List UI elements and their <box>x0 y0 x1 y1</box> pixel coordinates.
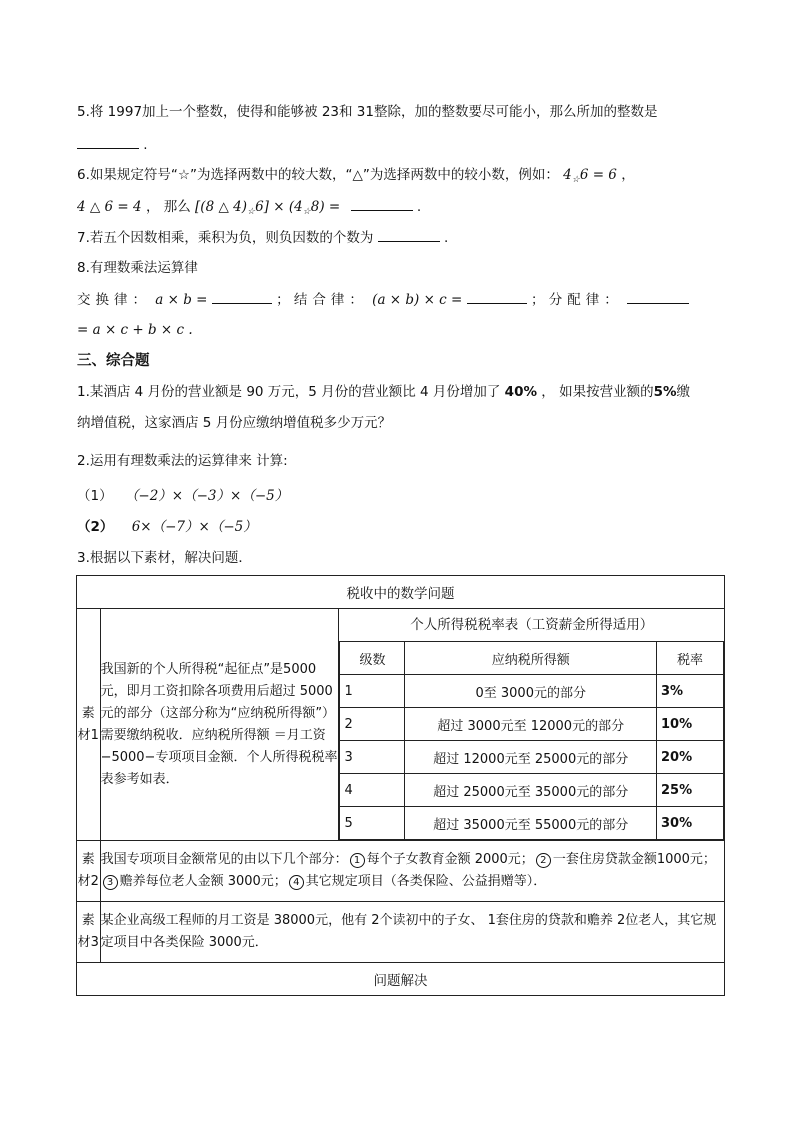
problem-1-line1: 1.某酒店 4 月份的营业额是 90 万元，5 月份的营业额比 4 月份增加了 40% ， 如果按营业额的5%缴 <box>77 384 691 400</box>
material-1-text: 我国新的个人所得税“起征点”是5000元，即月工资扣除各项费用后超过 5000元的部分（这部分称为“应纳税所得额”）需要缴纳税收．应纳税所得额 ＝月工资 −5000−专项项目金额．个人所得税税率表参考如表． <box>100 609 339 841</box>
tax-rate-cell <box>339 609 725 841</box>
question-6-line1: 6.如果规定符号“☆”为选择两数中的较大数，“△”为选择两数中的较小数，例如： $4_☆6 = 6$ ， <box>77 167 635 185</box>
table-header: 税收中的数学问题 <box>77 576 725 609</box>
material-1-label: 素材1 <box>77 609 101 841</box>
table-row: 5 超过 35000元至 55000元的部分 30% <box>340 807 724 840</box>
section-heading: 三、综合题 <box>77 353 150 369</box>
circled-number-1: 1 <box>350 853 365 868</box>
table-row: 4 超过 25000元至 35000元的部分 25% <box>340 774 724 807</box>
answer-blank[interactable] <box>212 289 272 304</box>
problem-2-item-2: （2） 6×（−7）×（−5） <box>77 519 257 535</box>
table-row: 3 超过 12000元至 25000元的部分 20% <box>340 741 724 774</box>
circled-number-2: 2 <box>536 853 551 868</box>
answer-blank[interactable] <box>351 196 413 211</box>
answer-blank[interactable] <box>77 134 139 149</box>
answer-blank[interactable] <box>627 289 689 304</box>
question-6-expression: [(8 △ $4)_☆6] \times (4_☆8)$ = <box>195 199 341 217</box>
tax-materials-table <box>76 575 725 996</box>
question-5-text: 5.将 1997加上一个整数，使得和能够被 23和 31整除，加的整数要尽可能小，那么所加的整数是 <box>77 104 658 120</box>
question-7: 7.若五个因数相乘，乘积为负，则负因数的个数为 . <box>77 227 727 248</box>
problem-3-title: 3.根据以下素材，解决问题． <box>77 550 252 566</box>
table-row: 2 超过 3000元至 12000元的部分 10% <box>340 708 724 741</box>
problem-2-item-1: （1） （−2）×（−3）×（−5） <box>77 488 289 504</box>
answer-blank[interactable] <box>467 289 527 304</box>
problem-1-line2: 纳增值税，这家酒店 5 月份应缴纳增值税多少万元？ <box>77 415 392 431</box>
tax-rate-title: 个人所得税税率表（工资薪金所得适用） <box>410 617 654 633</box>
circled-number-4: 4 <box>289 875 304 890</box>
question-5 <box>77 102 727 122</box>
question-8-laws: 交换律： a × b = ； 结合律： (a × b) × c = ； 分配律： <box>77 289 727 310</box>
material-3-label: 素材3 <box>77 902 101 963</box>
tax-rate-header-row: 级数 应纳税所得额 税率 <box>340 642 724 675</box>
table-footer: 问题解决 <box>77 963 725 996</box>
table-row: 1 0至 3000元的部分 3% <box>340 675 724 708</box>
material-3-text: 某企业高级工程师的月工资是 38000元，他有 2个读初中的子女、 1套住房的贷款和赡养 2位老人，其它规定项目中各类保险 3000元． <box>100 902 724 963</box>
material-2-label: 素材2 <box>77 841 101 902</box>
question-8-distributive-tail: = a × c + b × c . <box>77 322 193 338</box>
tax-rate-table <box>339 641 724 840</box>
question-6-line2: 4 △ 6 = 4 ， 那么 [(8 △ $4)_☆6] \times (4_☆8)$ = . <box>77 196 727 222</box>
circled-number-3: 3 <box>103 875 118 890</box>
problem-2-title: 2.运用有理数乘法的运算律来 计算: <box>77 453 288 469</box>
question-8-title: 8.有理数乘法运算律 <box>77 260 198 276</box>
material-2-text: 我国专项项目金额常见的由以下几个部分： 1 每个子女教育金额 2000元； 2 一套住房贷款金额1000元；3 赡养每位老人金额 3000元； 4 其它规定项目（各类保险、公益捐赠等）． <box>100 841 724 902</box>
answer-blank[interactable] <box>378 227 440 242</box>
question-5-answer-line: . <box>77 134 727 155</box>
